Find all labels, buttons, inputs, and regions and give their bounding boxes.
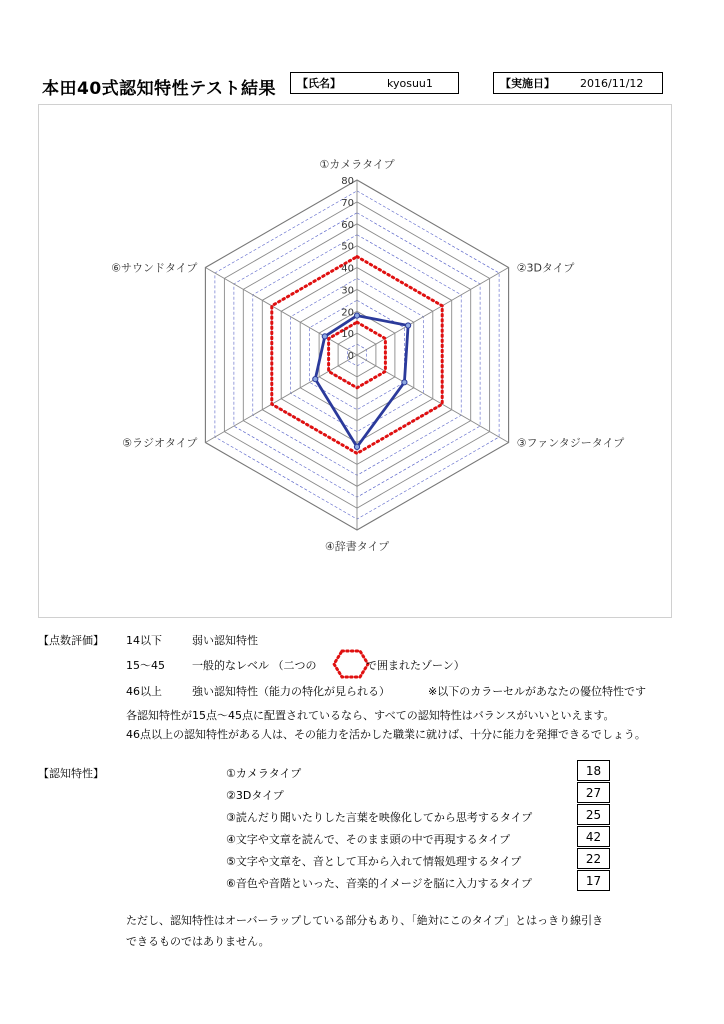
page-title: 本田40式認知特性テスト結果 <box>42 79 276 99</box>
chart-frame <box>38 104 672 618</box>
scoring-desc-2b: で囲まれたゾーン） <box>366 659 465 672</box>
trait-name-4: ④文字や文章を読んで、そのまま頭の中で再現するタイプ <box>226 833 511 846</box>
scoring-range-3: 46以上 <box>126 685 162 698</box>
axis-label: ⑥サウンドタイプ <box>111 261 198 275</box>
tick-label: 40 <box>341 263 354 275</box>
scoring-desc-3: 強い認知特性（能力の特化が見られる） <box>192 685 390 698</box>
traits-label: 【認知特性】 <box>38 767 104 780</box>
axis-label: ③ファンタジータイプ <box>516 436 625 450</box>
axis-label: ⑤ラジオタイプ <box>122 436 198 450</box>
data-point <box>406 323 411 328</box>
name-box <box>290 72 459 94</box>
scoring-range-2: 15～45 <box>126 659 165 672</box>
footer-line-1: ただし、認知特性はオーバーラップしている部分もあり、「絶対にこのタイプ」とはっきり線引き <box>126 914 604 927</box>
trait-name-2: ②3Dタイプ <box>226 789 284 802</box>
tick-label: 0 <box>347 351 354 362</box>
trait-score-3: 25 <box>577 804 610 825</box>
data-point <box>402 380 407 385</box>
scoring-desc-2a: 一般的なレベル （二つの <box>192 659 317 672</box>
tick-label: 80 <box>341 176 354 187</box>
name-value: kyosuu1 <box>387 76 433 90</box>
axis-label: ④辞書タイプ <box>324 540 390 553</box>
data-point <box>354 444 359 449</box>
zone-marker-icon <box>331 648 371 680</box>
footer-line-2: できるものではありません。 <box>126 935 270 948</box>
trait-score-6: 17 <box>577 870 610 891</box>
series-line <box>315 316 408 447</box>
tick-label: 10 <box>341 329 354 341</box>
summary-line-1: 各認知特性が15点～45点に配置されているなら、すべての認知特性はバランスがいいといえます。 <box>126 709 615 722</box>
tick-label: 30 <box>341 285 354 297</box>
scoring-label: 【点数評価】 <box>38 634 104 647</box>
trait-score-4: 42 <box>577 826 610 847</box>
summary-line-2: 46点以上の認知特性がある人は、その能力を活かした職業に就けば、十分に能力を発揮できるでしょう。 <box>126 728 646 741</box>
name-label: 【氏名】 <box>297 77 341 90</box>
tick-label: 70 <box>341 197 354 209</box>
trait-score-1: 18 <box>577 760 610 781</box>
date-box <box>493 72 663 94</box>
data-point <box>313 377 318 382</box>
radar-chart <box>39 105 671 617</box>
trait-name-1: ①カメラタイプ <box>226 767 302 780</box>
date-value: 2016/11/12 <box>580 76 644 90</box>
tick-label: 50 <box>341 241 354 253</box>
trait-name-3: ③読んだり聞いたりした言葉を映像化してから思考するタイプ <box>226 811 533 824</box>
axis-label: ①カメラタイプ <box>319 158 395 171</box>
trait-name-6: ⑥音色や音階といった、音楽的イメージを脳に入力するタイプ <box>226 877 532 890</box>
trait-score-2: 27 <box>577 782 610 803</box>
scoring-note: ※以下のカラーセルがあなたの優位特性です <box>428 685 646 698</box>
tick-label: 60 <box>341 219 354 231</box>
trait-name-5: ⑤文字や文章を、音として耳から入れて情報処理するタイプ <box>226 855 522 868</box>
data-point <box>322 334 327 339</box>
trait-score-5: 22 <box>577 848 610 869</box>
date-label: 【実施日】 <box>500 77 555 90</box>
axis-label: ②3Dタイプ <box>516 261 575 275</box>
tick-label: 20 <box>341 307 354 319</box>
data-point <box>354 313 359 318</box>
scoring-desc-1: 弱い認知特性 <box>192 634 258 647</box>
scoring-range-1: 14以下 <box>126 634 162 647</box>
